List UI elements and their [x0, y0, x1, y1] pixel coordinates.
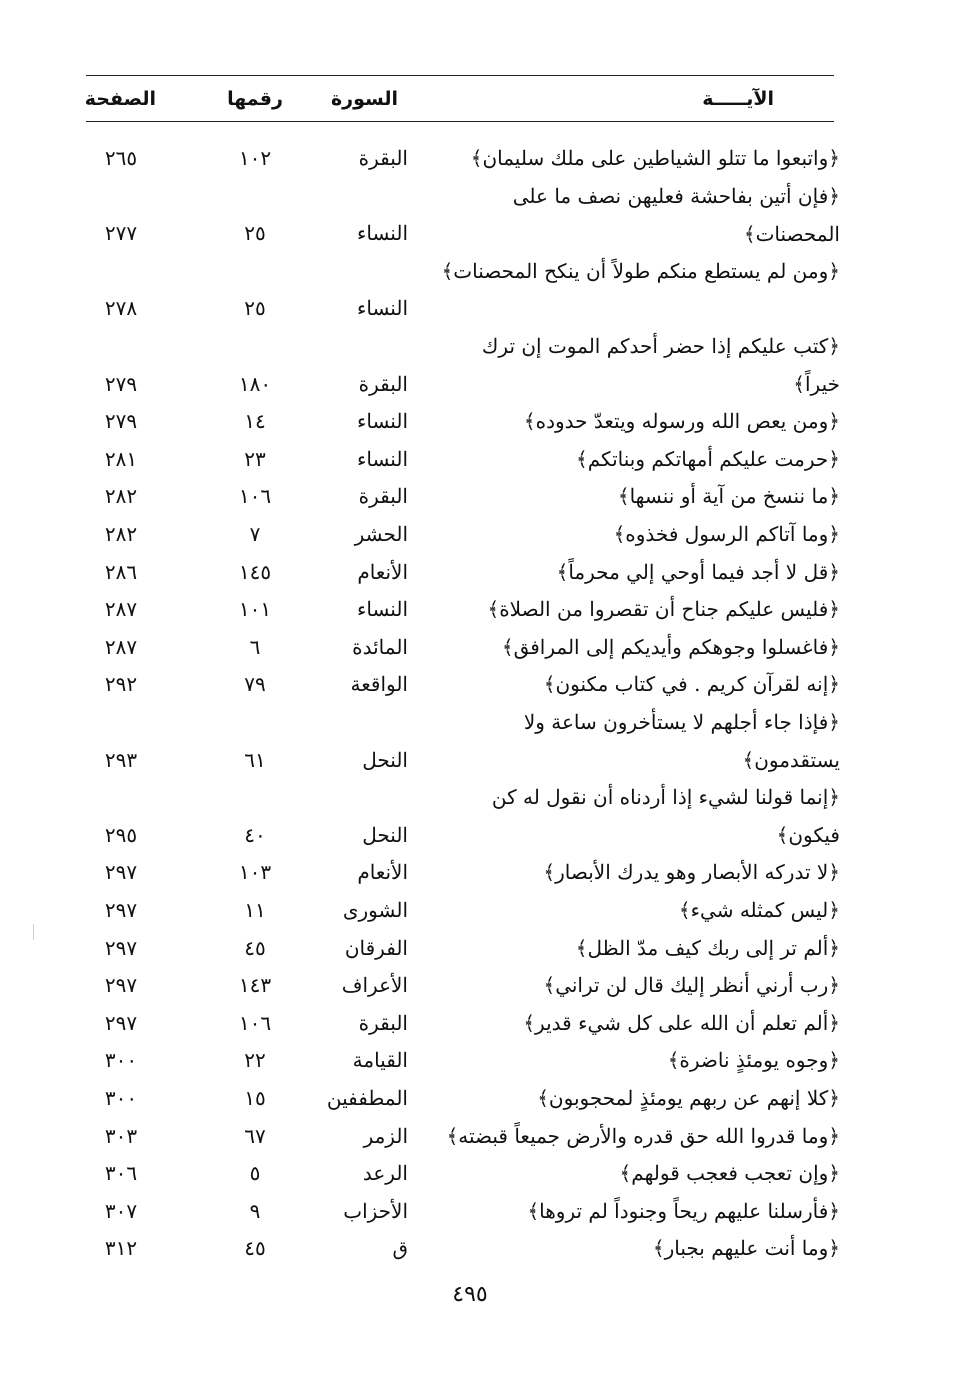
page-ref: ٢٨٢	[104, 484, 138, 509]
ayah-text: ﴿كلا إنهم عن ربهم يومئذٍ لمحجوبون﴾	[537, 1086, 840, 1110]
top-rule	[86, 75, 834, 76]
page-ref: ٢٧٨	[104, 296, 138, 321]
page-ref: ٣٠٠	[104, 1086, 138, 1110]
ayah-text: ﴿وجوه يومئذٍ ناضرة﴾	[667, 1048, 840, 1073]
page-ref: ٢٨٧	[104, 634, 138, 659]
surah-name: النساء	[356, 597, 408, 622]
margin-mark	[33, 924, 34, 940]
surah-name: النحل	[362, 747, 408, 772]
ayah-text: ﴿وما قدروا الله حق قدره والأرض جميعاً قبضته﴾	[446, 1123, 840, 1148]
ayah-number: ١١	[244, 898, 266, 922]
page-ref: ٢٩٧	[104, 898, 138, 922]
surah-name: الواقعة	[350, 672, 408, 697]
ayah-text: ﴿واتبعوا ما تتلو الشياطين على ملك سليمان﴾	[470, 146, 840, 170]
ayah-number: ٦١	[244, 747, 266, 772]
ayah-text: ﴿فأرسلنا عليهم ريحاً وجنوداً لم تروها﴾	[527, 1198, 840, 1223]
page-number: ٤٩٥	[452, 1282, 488, 1307]
page-ref: ٢٩٣	[104, 747, 138, 772]
ayah-text: ﴿رب أرني أنظر إليك قال لن تراني﴾	[543, 973, 840, 998]
header-surah: السورة	[330, 88, 398, 110]
page-ref: ٣٠٧	[104, 1198, 138, 1223]
page-ref: ٢٧٩	[104, 409, 138, 434]
page-ref: ٢٨٦	[104, 559, 138, 584]
ayah-text: ﴿لا تدركه الأبصار وهو يدرك الأبصار﴾	[543, 860, 840, 885]
page-ref: ٣٠٣	[104, 1123, 138, 1148]
ayah-number: ١٨٠	[238, 371, 272, 396]
ayah-number: ١٤٥	[238, 559, 272, 584]
page-ref: ٢٩٧	[104, 1010, 138, 1035]
surah-name: المطففين	[326, 1086, 408, 1110]
surah-name: البقرة	[358, 484, 408, 509]
ayah-number: ٦	[249, 634, 261, 659]
page-ref: ٢٦٥	[104, 146, 138, 170]
page-ref: ٢٩٢	[104, 672, 138, 697]
surah-name: الأنعام	[357, 559, 408, 584]
ayah-text: ﴿فإن أتين بفاحشة فعليهن نصف ما على المحصنات﴾	[512, 183, 840, 246]
ayah-number: ١٠٣	[238, 860, 272, 885]
surah-name: الشورى	[342, 898, 408, 922]
surah-name: البقرة	[358, 1010, 408, 1035]
surah-name: ق	[392, 1236, 408, 1261]
ayah-number: ٧	[249, 522, 261, 546]
page-ref: ٢٩٧	[104, 973, 138, 998]
surah-name: البقرة	[358, 146, 408, 170]
ayah-text: ﴿ما ننسخ من آية أو ننسها﴾	[617, 484, 840, 509]
header-number: رقمها	[227, 88, 283, 110]
ayah-text: ﴿وإن تعجب فعجب قولهم﴾	[619, 1161, 840, 1186]
ayah-number: ٤٥	[244, 1236, 266, 1261]
ayah-text: ﴿فليس عليكم جناح أن تقصروا من الصلاة﴾	[487, 597, 840, 622]
page-ref: ٢٧٩	[104, 371, 138, 396]
ayah-text: ﴿ومن يعص الله ورسوله ويتعدّ حدوده﴾	[523, 409, 840, 434]
surah-name: المائدة	[352, 634, 408, 659]
surah-name: الأعراف	[341, 973, 408, 998]
ayah-number: ١٤	[244, 409, 266, 434]
ayah-number: ٧٩	[244, 672, 266, 697]
ayah-number: ٢٢	[244, 1048, 266, 1073]
ayah-number: ١٥	[244, 1086, 266, 1110]
ayah-number: ٥	[249, 1161, 261, 1186]
ayah-number: ١٠٦	[238, 1010, 272, 1035]
ayah-text: ﴿قل لا أجد فيما أوحي إلي محرماً﴾	[556, 559, 840, 584]
surah-name: الأحزاب	[343, 1198, 408, 1223]
ayah-number: ٤٥	[244, 935, 266, 960]
page-ref: ٣١٢	[104, 1236, 138, 1261]
ayah-number: ٩	[249, 1198, 261, 1223]
ayah-number: ١٤٣	[238, 973, 272, 998]
ayah-text: ﴿وما أنت عليهم بجبار﴾	[652, 1236, 840, 1261]
ayah-text: ﴿حرمت عليكم أمهاتكم وبناتكم﴾	[576, 446, 840, 471]
header-page: الصفحة	[84, 88, 156, 110]
ayah-text: ﴿فاغسلوا وجوهكم وأيديكم إلى المرافق﴾	[501, 634, 840, 659]
ayah-number: ٦٧	[244, 1123, 266, 1148]
ayah-text: ﴿ألم تعلم أن الله على كل شيء قدير﴾	[523, 1010, 840, 1035]
ayah-text: ﴿إنما قولنا لشيء إذا أردناه أن نقول له كن فيكون﴾	[491, 785, 840, 848]
surah-name: النساء	[356, 409, 408, 434]
ayah-text: ﴿كتب عليكم إذا حضر أحدكم الموت إن ترك خيراً﴾	[481, 334, 840, 396]
ayah-number: ١٠٢	[238, 146, 272, 170]
ayah-number: ١٠١	[238, 597, 272, 622]
ayah-number: ٢٣	[244, 446, 266, 471]
ayah-text: ﴿ومن لم يستطع منكم طولاً أن ينكح المحصنات﴾	[441, 258, 840, 283]
ayah-text: ﴿وما آتاكم الرسول فخذوه﴾	[613, 522, 840, 546]
surah-name: الزمر	[363, 1123, 408, 1148]
surah-name: النحل	[362, 822, 408, 847]
page-ref: ٢٨٧	[104, 597, 138, 622]
page-ref: ٢٩٧	[104, 935, 138, 960]
ayah-number: ٤٠	[244, 822, 266, 847]
surah-name: الأنعام	[357, 860, 408, 885]
ayah-text: ﴿إنه لقرآن كريم . في كتاب مكنون﴾	[543, 672, 840, 697]
ayah-number: ١٠٦	[238, 484, 272, 509]
ayah-text: ﴿ألم تر إلى ربك كيف مدّ الظل﴾	[575, 935, 840, 960]
surah-name: البقرة	[358, 371, 408, 396]
surah-name: القيامة	[352, 1048, 408, 1073]
page-ref: ٢٩٧	[104, 860, 138, 885]
surah-name: النساء	[356, 296, 408, 321]
ayah-number: ٢٥	[244, 221, 266, 246]
page-ref: ٣٠٠	[104, 1048, 138, 1073]
surah-name: النساء	[356, 446, 408, 471]
header-ayah: الآيـــــة	[702, 88, 774, 110]
ayah-number: ٢٥	[244, 296, 266, 321]
page-ref: ٢٩٥	[104, 822, 138, 847]
page-ref: ٢٧٧	[104, 221, 138, 246]
header-rule	[86, 121, 834, 122]
surah-name: الحشر	[354, 522, 408, 546]
surah-name: النساء	[356, 221, 408, 246]
ayah-text: ﴿فإذا جاء أجلهم لا يستأخرون ساعة ولا يستقدمون﴾	[523, 710, 840, 772]
page-ref: ٣٠٦	[104, 1161, 138, 1186]
surah-name: الرعد	[362, 1161, 408, 1186]
page-ref: ٢٨٢	[104, 522, 138, 546]
surah-name: الفرقان	[344, 935, 408, 960]
ayah-text: ﴿ليس كمثله شيء﴾	[678, 898, 840, 922]
page-ref: ٢٨١	[104, 446, 138, 471]
